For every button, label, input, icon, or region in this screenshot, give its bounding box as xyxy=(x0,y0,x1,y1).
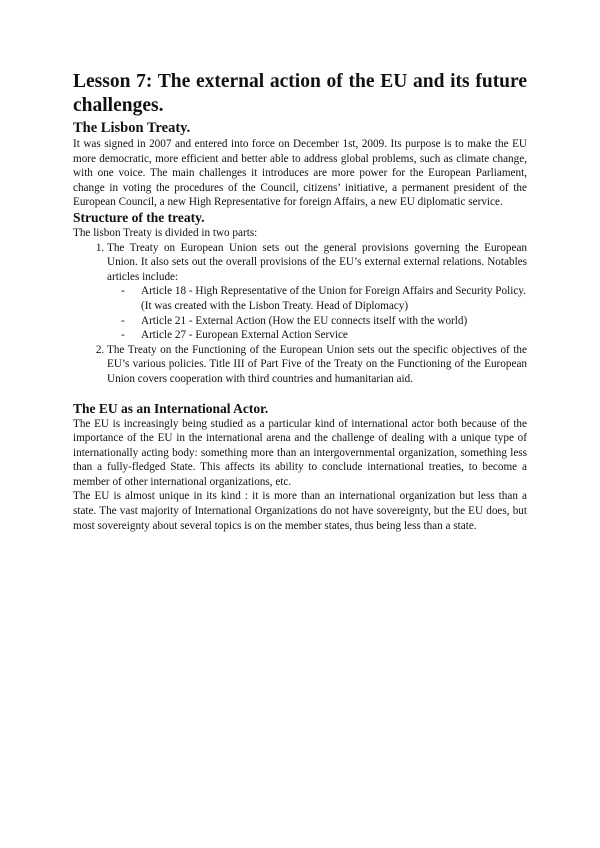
treaty-parts-list xyxy=(73,241,527,387)
treaty-part-text: The Treaty on European Union sets out the general provisions governing the European Union. It also sets out the overall provisions of the EU’s external external relations. Notables articles include: xyxy=(107,241,527,283)
treaty-part-item xyxy=(107,343,527,387)
article-item xyxy=(121,314,527,329)
treaty-part-item xyxy=(107,241,527,343)
section-spacer xyxy=(73,387,527,401)
structure-section xyxy=(73,210,527,387)
international-actor-paragraph-2: The EU is almost unique in its kind : it is more than an international organization but less than a state. The vast majority of International Organizations do not have sovereignty, but the EU does, but most sovereignty about several topics is on the member states, thus being less than a state. xyxy=(73,490,527,532)
dash-bullet: - xyxy=(121,314,125,327)
article-text: Article 27 - European External Action Service xyxy=(141,329,348,342)
article-text: Article 18 - High Representative of the Union for Foreign Affairs and Security Policy. (It was created with the Lisbon Treaty. Head of Diplomacy) xyxy=(141,285,526,312)
article-text: Article 21 - External Action (How the EU connects itself with the world) xyxy=(141,314,468,327)
document-page xyxy=(73,70,527,533)
structure-intro: The lisbon Treaty is divided in two parts: xyxy=(73,226,258,239)
international-actor-section xyxy=(73,401,527,534)
dash-bullet: - xyxy=(121,285,125,298)
lesson-title: Lesson 7: The external action of the EU and its future challenges. xyxy=(73,71,527,116)
articles-list xyxy=(107,284,527,342)
international-actor-paragraph-1: The EU is increasingly being studied as a particular kind of international actor both because of the importance of the EU in the international arena and the challenge of dealing with a unique type of internationally acting body: something more than an intergovernmental organization, something less than a fully-fledged State. This affects its ability to conclude international treaties, to become a member of other international organizations, etc. xyxy=(73,417,527,488)
international-actor-heading: The EU as an International Actor. xyxy=(73,400,269,416)
lisbon-treaty-heading: The Lisbon Treaty. xyxy=(73,120,191,136)
article-item xyxy=(121,284,527,313)
treaty-part-text: The Treaty on the Functioning of the European Union sets out the specific objectives of the EU’s various policies. Title III of Part Five of the Treaty on the Functioning of the European Union covers cooperation with third countries and humanitarian aid. xyxy=(107,343,527,385)
lisbon-treaty-section xyxy=(73,120,527,210)
lisbon-treaty-paragraph: It was signed in 2007 and entered into force on December 1st, 2009. Its purpose is to make the EU more democratic, more efficient and better able to address global problems, such as climate change, with one voice. The main challenges it introduces are more power for the European Parliament, change in voting the procedures of the Council, citizens’ initiative, a permanent president of the European Council, a new High Representative for foreign Affairs, a new EU diplomatic service. xyxy=(73,138,527,209)
structure-heading: Structure of the treaty. xyxy=(73,209,205,225)
article-item xyxy=(121,328,527,343)
dash-bullet: - xyxy=(121,329,125,342)
